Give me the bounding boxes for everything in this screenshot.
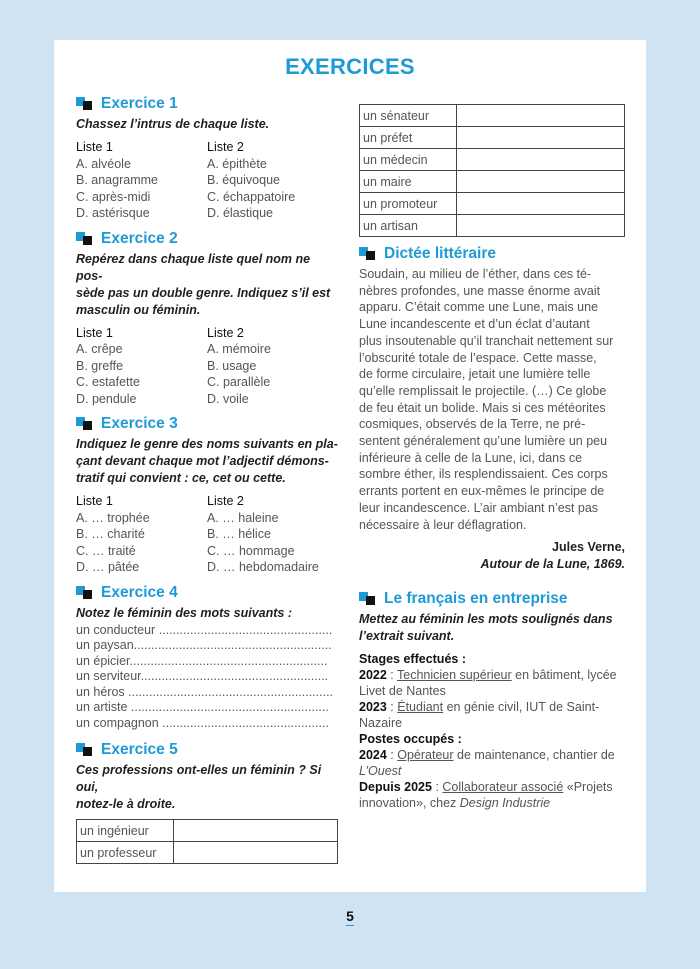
list-heading: Liste 2 [207, 140, 244, 154]
exercise-3-instruction [76, 436, 338, 487]
list-item: A. … trophée [76, 510, 150, 525]
entreprise-instruction [359, 611, 625, 645]
instruction-line: masculin ou féminin. [76, 302, 201, 317]
list-item: C. estafette [76, 375, 140, 389]
answer-cell[interactable] [457, 149, 625, 171]
profession-cell: un ingénieur [77, 820, 174, 842]
list-item: B. équivoque [207, 173, 280, 187]
list-item: C. échappatoire [207, 189, 296, 204]
table-row [360, 193, 625, 215]
profession-cell: un artisan [360, 215, 457, 237]
answer-cell[interactable] [457, 171, 625, 193]
fill-line: un paysan......................................................... [76, 638, 332, 652]
entry-text: Livet de Nantes [359, 684, 446, 699]
exercise-5-instruction [76, 762, 338, 813]
instruction-line: notez-le à droite. [76, 797, 176, 811]
poste-entry-2 [359, 779, 625, 795]
text-line: qu’elle remplissait le projectile. (…) Ce globe [359, 383, 607, 398]
list-heading: Liste 2 [207, 494, 244, 508]
section-bullet-icon [76, 743, 94, 757]
text-line: cosmiques, observés de la Terre, ne pré- [359, 417, 586, 432]
exercise-2-lists [76, 325, 338, 408]
text-line: Soudain, au milieu de l’éther, dans ces té- [359, 267, 592, 281]
profession-cell: un préfet [360, 127, 457, 149]
profession-cell: un maire [360, 171, 457, 193]
company-name: Design Industrie [459, 796, 551, 811]
left-column [76, 95, 338, 864]
instruction-line: Ces professions ont-elles un féminin ? Si oui, [76, 763, 322, 794]
instruction-line: Repérez dans chaque liste quel nom ne pos- [76, 251, 311, 283]
list-heading: Liste 1 [76, 494, 113, 508]
entry-year: 2024 [359, 748, 387, 763]
entreprise-header [359, 590, 625, 608]
profession-cell: un sénateur [360, 105, 457, 127]
text-line: apparu. C’était comme une Lune, mais une [359, 300, 599, 315]
poste-entry-1 [359, 747, 625, 763]
answer-cell[interactable] [174, 820, 338, 842]
table-row [360, 127, 625, 149]
page-number [0, 908, 700, 924]
exercise-4-header [76, 584, 338, 602]
text-line: errants portent en eux-mêmes le principe de [359, 484, 605, 499]
text-line: l’obscurité totale de l’espace. Cette masse, [359, 350, 597, 365]
table-row [360, 105, 625, 127]
entry-text: en bâtiment, lycée [511, 668, 617, 683]
list-item: A. mémoire [207, 342, 271, 356]
dictee-book: Autour de la Lune, 1869. [480, 557, 625, 572]
fill-line: un conducteur .................................................. [76, 622, 333, 637]
entry-separator: : [431, 780, 443, 795]
poste-entry-2-cont [359, 795, 625, 811]
stage-entry-1 [359, 667, 625, 683]
list-item: B. usage [207, 358, 257, 373]
text-line: plus insoutenable qu’il tranchait nettement sur [359, 333, 614, 348]
underlined-word: Collaborateur associé [442, 780, 564, 795]
list-heading: Liste 1 [76, 325, 113, 340]
entry-separator: : [386, 700, 398, 715]
section-bullet-icon [76, 586, 94, 600]
entry-text: de maintenance, chantier de [453, 748, 615, 763]
instruction-line: Indiquez le genre des noms suivants en pla- [76, 437, 338, 451]
instruction-line: tratif qui convient : ce, cet ou cette. [76, 471, 286, 485]
list-item: B. anagramme [76, 173, 158, 187]
answer-cell[interactable] [457, 193, 625, 215]
exercise-1-lists [76, 139, 338, 222]
list-item: C. parallèle [207, 375, 271, 389]
answer-cell[interactable] [457, 105, 625, 127]
dictee-header [359, 245, 625, 263]
section-bullet-icon [76, 97, 94, 111]
table-row [360, 149, 625, 171]
entry-text: «Projets [563, 780, 613, 795]
list-item: B. … hélice [207, 527, 271, 541]
entry-text: L’Ouest [359, 764, 402, 779]
list-item: D. astérisque [76, 206, 150, 220]
entry-year: Depuis 2025 [359, 780, 432, 795]
dictee-title: Dictée littéraire [384, 245, 496, 262]
profession-cell: un promoteur [360, 193, 457, 215]
exercise-3-title: Exercice 3 [101, 415, 178, 432]
list-item: D. … hebdomadaire [207, 560, 319, 574]
entry-text: en génie civil, IUT de Saint- [443, 700, 600, 715]
text-line: inférieure à celle de la Lune, ici, dans ce [359, 450, 583, 465]
table-row [360, 171, 625, 193]
table-row [77, 820, 338, 842]
entry-text: innovation», chez [359, 796, 460, 811]
exercise-5-header [76, 741, 338, 759]
profession-cell: un professeur [77, 842, 174, 864]
fill-line: un compagnon ................................................ [76, 715, 329, 730]
text-line: nécessaire à leur déflagration. [359, 517, 527, 532]
dictee-source [359, 539, 625, 573]
worksheet-page [54, 40, 646, 892]
list-item: D. pendule [76, 391, 137, 406]
entreprise-title: Le français en entreprise [384, 590, 568, 608]
text-line: de forme circulaire, jetait une lumière telle [359, 367, 591, 382]
exercise-4-fill-list [76, 623, 338, 732]
entreprise-extract [359, 651, 625, 811]
exercise-2-header [76, 230, 338, 248]
page-number-text: 5 [346, 908, 354, 924]
list-item: A. alvéole [76, 156, 131, 171]
right-column [359, 104, 625, 811]
exercise-4-title: Exercice 4 [101, 583, 178, 601]
instruction-line: Mettez au féminin les mots soulignés dans [359, 612, 613, 627]
dictee-text [359, 266, 625, 533]
fill-line: un épicier......................................................... [76, 653, 328, 668]
list-item: C. … traité [76, 543, 136, 558]
underlined-word: Opérateur [397, 748, 454, 763]
section-bullet-icon [76, 232, 94, 246]
stage-entry-2 [359, 699, 625, 715]
entry-separator: : [386, 668, 398, 683]
list-item: D. voile [207, 391, 249, 406]
text-line: nèbres profondes, une masse énorme avait [359, 283, 601, 298]
exercise-4-instruction: Notez le féminin des mots suivants : [76, 605, 293, 620]
profession-cell: un médecin [360, 149, 457, 171]
list-item: D. élastique [207, 206, 274, 220]
exercise-1-title: Exercice 1 [101, 95, 178, 112]
answer-cell[interactable] [174, 842, 338, 864]
exercise-2-instruction [76, 251, 338, 319]
list-item: B. greffe [76, 358, 124, 373]
section-bullet-icon [76, 417, 94, 431]
section-bullet-icon [359, 247, 377, 261]
instruction-line: sède pas un double genre. Indiquez s’il est [76, 285, 331, 300]
underlined-word: Étudiant [397, 700, 444, 715]
exercise-1-header [76, 95, 338, 113]
entry-year: 2023 [359, 700, 387, 715]
section-bullet-icon [359, 592, 377, 606]
text-line: de feu était un bolide. Mais si ces météorites [359, 400, 606, 415]
exercise-1-instruction: Chassez l’intrus de chaque liste. [76, 117, 270, 131]
text-line: Lune incandescente et d’un éclat d’autant [359, 317, 590, 332]
exercise-5-table-left [76, 819, 338, 864]
list-item: D. … pâtée [76, 560, 140, 574]
fill-line: un serviteur...................................................... [76, 669, 329, 683]
text-line: sombre éther, ils resplendissaient. Ces corps [359, 467, 608, 482]
entry-year: 2022 [359, 668, 387, 683]
exercise-5-title: Exercice 5 [101, 741, 178, 758]
page-title: EXERCICES [285, 54, 415, 79]
list-heading: Liste 2 [207, 325, 244, 340]
table-row [360, 215, 625, 237]
stages-label: Stages effectués : [359, 652, 466, 667]
entry-separator: : [386, 748, 398, 763]
list-item: A. … haleine [207, 510, 279, 525]
postes-label: Postes occupés : [359, 732, 462, 747]
exercise-3-header [76, 415, 338, 433]
exercise-3-lists [76, 493, 338, 576]
entry-text: Nazaire [359, 716, 403, 731]
answer-cell[interactable] [457, 215, 625, 237]
list-item: B. … charité [76, 527, 145, 541]
fill-line: un héros ........................................................... [76, 684, 334, 699]
text-line: leur incandescence. L’air ambiant n’est pas [359, 500, 599, 515]
text-line: sentent généralement qu’une lumière un peu [359, 434, 608, 449]
exercise-5-table-right [359, 104, 625, 237]
list-item: C. … hommage [207, 543, 295, 558]
table-row [77, 842, 338, 864]
instruction-line: l’extrait suivant. [359, 629, 455, 644]
instruction-line: çant devant chaque mot l’adjectif démons- [76, 454, 329, 468]
list-item: C. après-midi [76, 189, 151, 204]
answer-cell[interactable] [457, 127, 625, 149]
list-heading: Liste 1 [76, 140, 113, 154]
list-item: A. épithète [207, 156, 267, 171]
underlined-word: Technicien supérieur [397, 668, 512, 683]
exercise-2-title: Exercice 2 [101, 229, 178, 247]
list-item: A. crêpe [76, 342, 123, 356]
dictee-author: Jules Verne, [552, 540, 625, 555]
fill-line: un artiste ......................................................... [76, 700, 329, 714]
